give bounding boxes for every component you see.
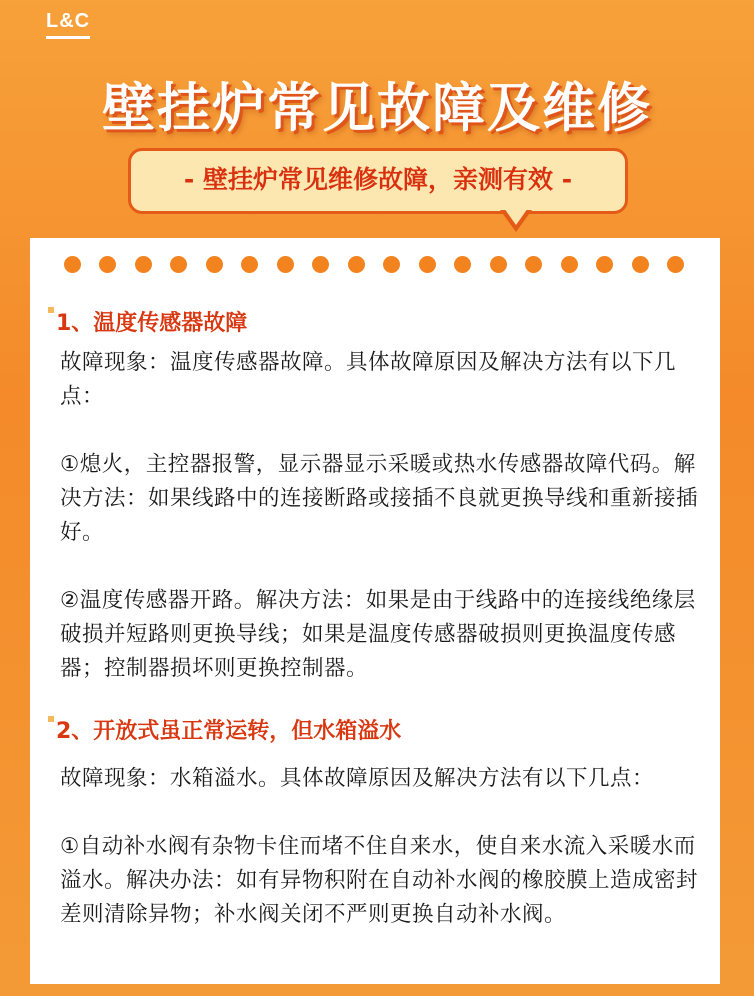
section-1-paragraph-2: ①熄火，主控器报警，显示器显示采暖或热水传感器故障代码。解决方法：如果线路中的连接断路或接插不良就更换导线和重新接插好。: [60, 452, 699, 545]
section-2-paragraph-1: 故障现象：水箱溢水。具体故障原因及解决方法有以下几点：: [60, 766, 655, 791]
section-1-paragraph-3: ②温度传感器开路。解决方法：如果是由于线路中的连接线绝缘层破损并短路则更换导线；如果是温度传感器破损则更换温度传感器；控制器损坏则更换控制器。: [60, 588, 696, 681]
divider-dot: [64, 256, 81, 273]
section-2-paragraph-2: ①自动补水阀有杂物卡住而堵不住自来水，使自来水流入采暖水而溢水。解决办法：如有异物积附在自动补水阀的橡胶膜上造成密封差则清除异物；补水阀关闭不严则更换自动补水阀。: [60, 834, 699, 927]
divider-dot: [525, 256, 542, 273]
divider-dot: [383, 256, 400, 273]
dot-divider: [64, 256, 684, 274]
divider-dot: [170, 256, 187, 273]
divider-dot: [561, 256, 578, 273]
content-card: [30, 238, 720, 984]
divider-dot: [490, 256, 507, 273]
divider-dot: [206, 256, 223, 273]
bubble-tail-fill: [504, 208, 528, 225]
divider-dot: [241, 256, 258, 273]
divider-dot: [632, 256, 649, 273]
divider-dot: [596, 256, 613, 273]
divider-dot: [312, 256, 329, 273]
brand-logo: L&C: [46, 10, 90, 39]
section-marker: [48, 307, 54, 313]
subtitle-bubble: [128, 148, 628, 214]
section-title-2: 2、开放式虽正常运转，但水箱溢水: [56, 719, 402, 744]
divider-dot: [348, 256, 365, 273]
section-marker: [48, 716, 54, 722]
divider-dot: [99, 256, 116, 273]
page-title: 壁挂炉常见故障及维修: [102, 78, 652, 139]
divider-dot: [277, 256, 294, 273]
divider-dot: [419, 256, 436, 273]
subtitle-text: - 壁挂炉常见维修故障，亲测有效 -: [183, 165, 573, 194]
section-1-paragraph-1: 故障现象：温度传感器故障。具体故障原因及解决方法有以下几点：: [60, 350, 677, 409]
section-title-1: 1、温度传感器故障: [56, 311, 248, 336]
divider-dot: [454, 256, 471, 273]
divider-dot: [135, 256, 152, 273]
divider-dot: [667, 256, 684, 273]
